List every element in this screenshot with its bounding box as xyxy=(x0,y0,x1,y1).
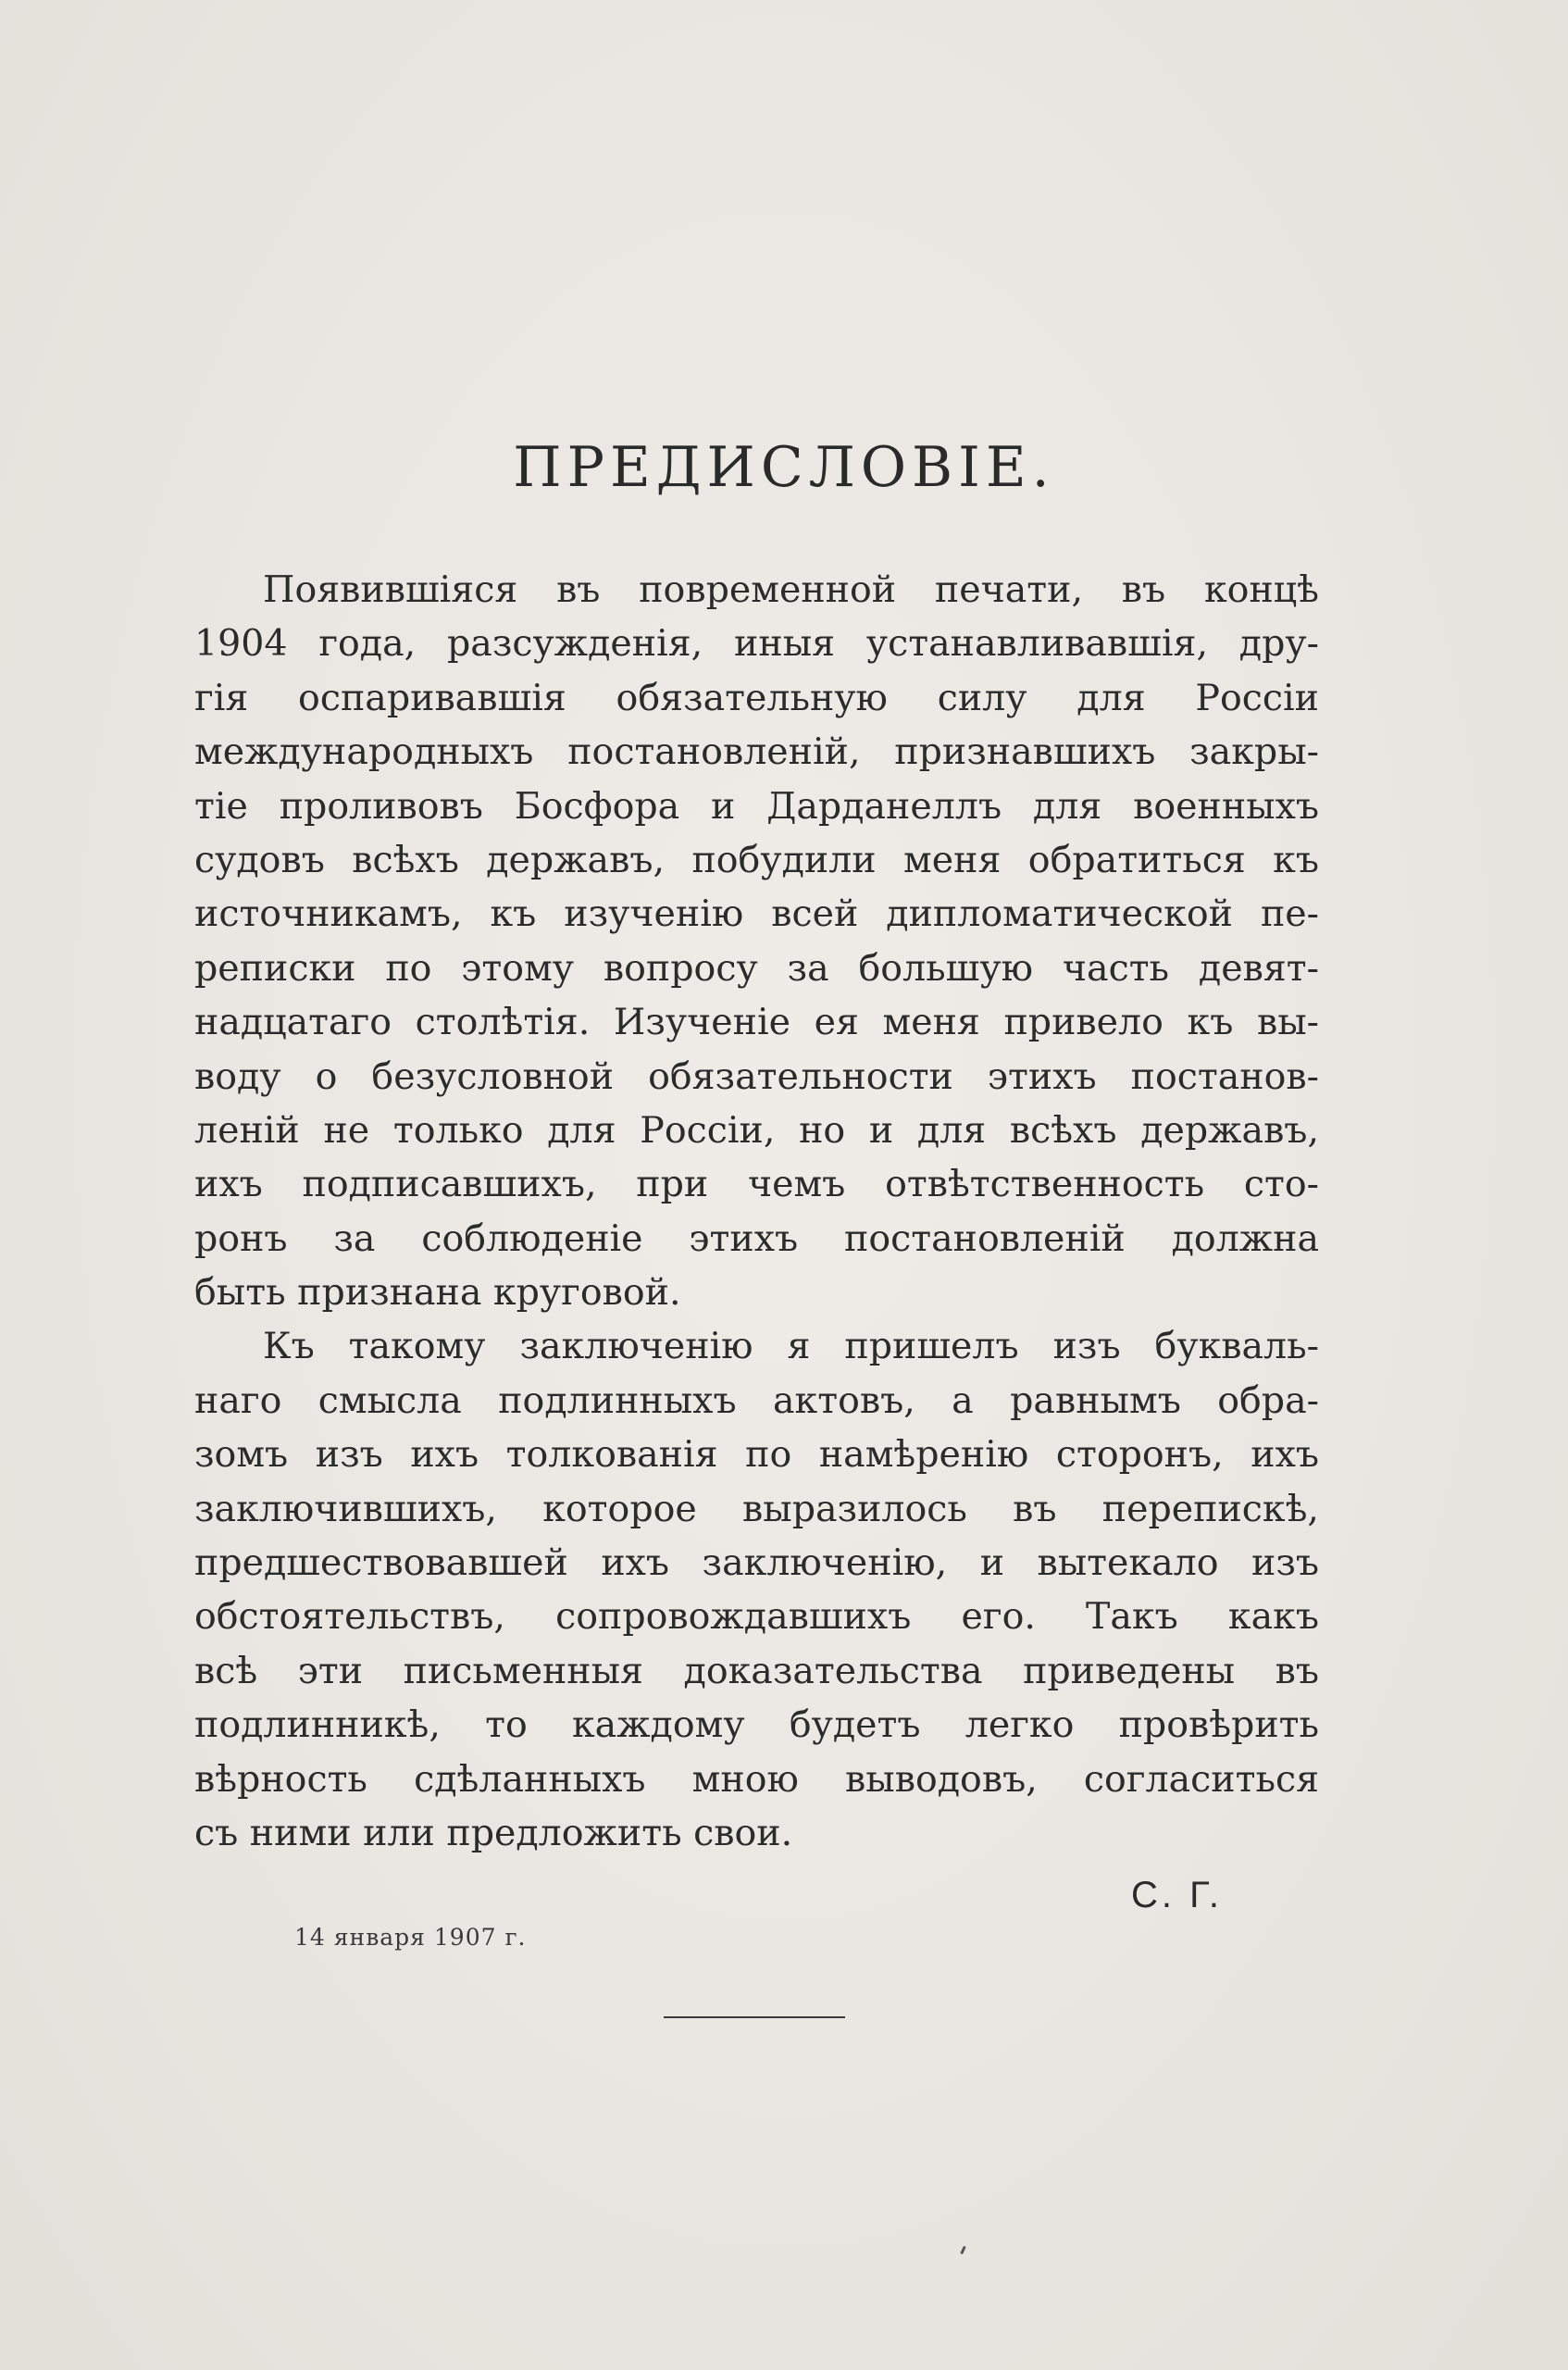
text-line: 1904 года, разсужденія, иныя устанавливавшія, дру- xyxy=(194,622,1319,666)
preface-date: 14 января 1907 г. xyxy=(294,1924,527,1951)
text-line: зомъ изъ ихъ толкованія по намѣренію сторонъ, ихъ xyxy=(194,1433,1319,1477)
text-line: гія оспаривавшія обязательную силу для Россіи xyxy=(194,676,1319,719)
text-line: реписки по этому вопросу за большую часть девят- xyxy=(194,946,1319,990)
text-line: Къ такому заключенію я пришелъ изъ букваль- xyxy=(263,1325,1319,1368)
text-line: всѣ эти письменныя доказательства приведены въ xyxy=(194,1649,1319,1692)
author-signature: С. Г. xyxy=(1131,1875,1224,1915)
text-line: подлинникѣ, то каждому будетъ легко провѣрить xyxy=(194,1703,1319,1747)
preface-text xyxy=(194,563,1319,1860)
text-line: воду о безусловной обязательности этихъ постанов- xyxy=(194,1054,1319,1098)
text-line: судовъ всѣхъ державъ, побудили меня обратиться къ xyxy=(194,838,1319,881)
text-line: заключившихъ, которое выразилось въ перепискѣ, xyxy=(194,1487,1319,1530)
text-line: источникамъ, къ изученію всей дипломатической пе- xyxy=(194,892,1319,936)
text-line: тіе проливовъ Босфора и Дарданеллъ для военныхъ xyxy=(194,784,1319,828)
closing-rule xyxy=(664,2016,845,2018)
text-line: быть признана круговой. xyxy=(194,1271,681,1315)
page-title: ПРЕДИСЛОВІЕ. xyxy=(513,435,1055,500)
text-line: ронъ за соблюденіе этихъ постановленій должна xyxy=(194,1216,1319,1260)
text-line: наго смысла подлинныхъ актовъ, а равнымъ обра- xyxy=(194,1378,1319,1422)
text-line: обстоятельствъ, сопровождавшихъ его. Такъ какъ xyxy=(194,1595,1319,1639)
text-line: предшествовавшей ихъ заключенію, и вытекало изъ xyxy=(194,1541,1319,1585)
paper-speck xyxy=(960,2246,966,2254)
paragraph-1 xyxy=(194,563,1319,1319)
paragraph-2 xyxy=(194,1319,1319,1860)
text-line: леній не только для Россіи, но и для всѣхъ державъ, xyxy=(194,1108,1319,1152)
text-line: международныхъ постановленій, признавшихъ закры- xyxy=(194,730,1319,774)
text-line: вѣрность сдѣланныхъ мною выводовъ, согласиться xyxy=(194,1757,1319,1801)
text-line: съ ними или предложить свои. xyxy=(194,1811,793,1854)
text-line: ихъ подписавшихъ, при чемъ отвѣтственность сто- xyxy=(194,1163,1319,1206)
text-line: надцатаго столѣтія. Изученіе ея меня привело къ вы- xyxy=(194,1001,1319,1044)
text-line: Появившіяся въ повременной печати, въ концѣ xyxy=(263,568,1319,611)
